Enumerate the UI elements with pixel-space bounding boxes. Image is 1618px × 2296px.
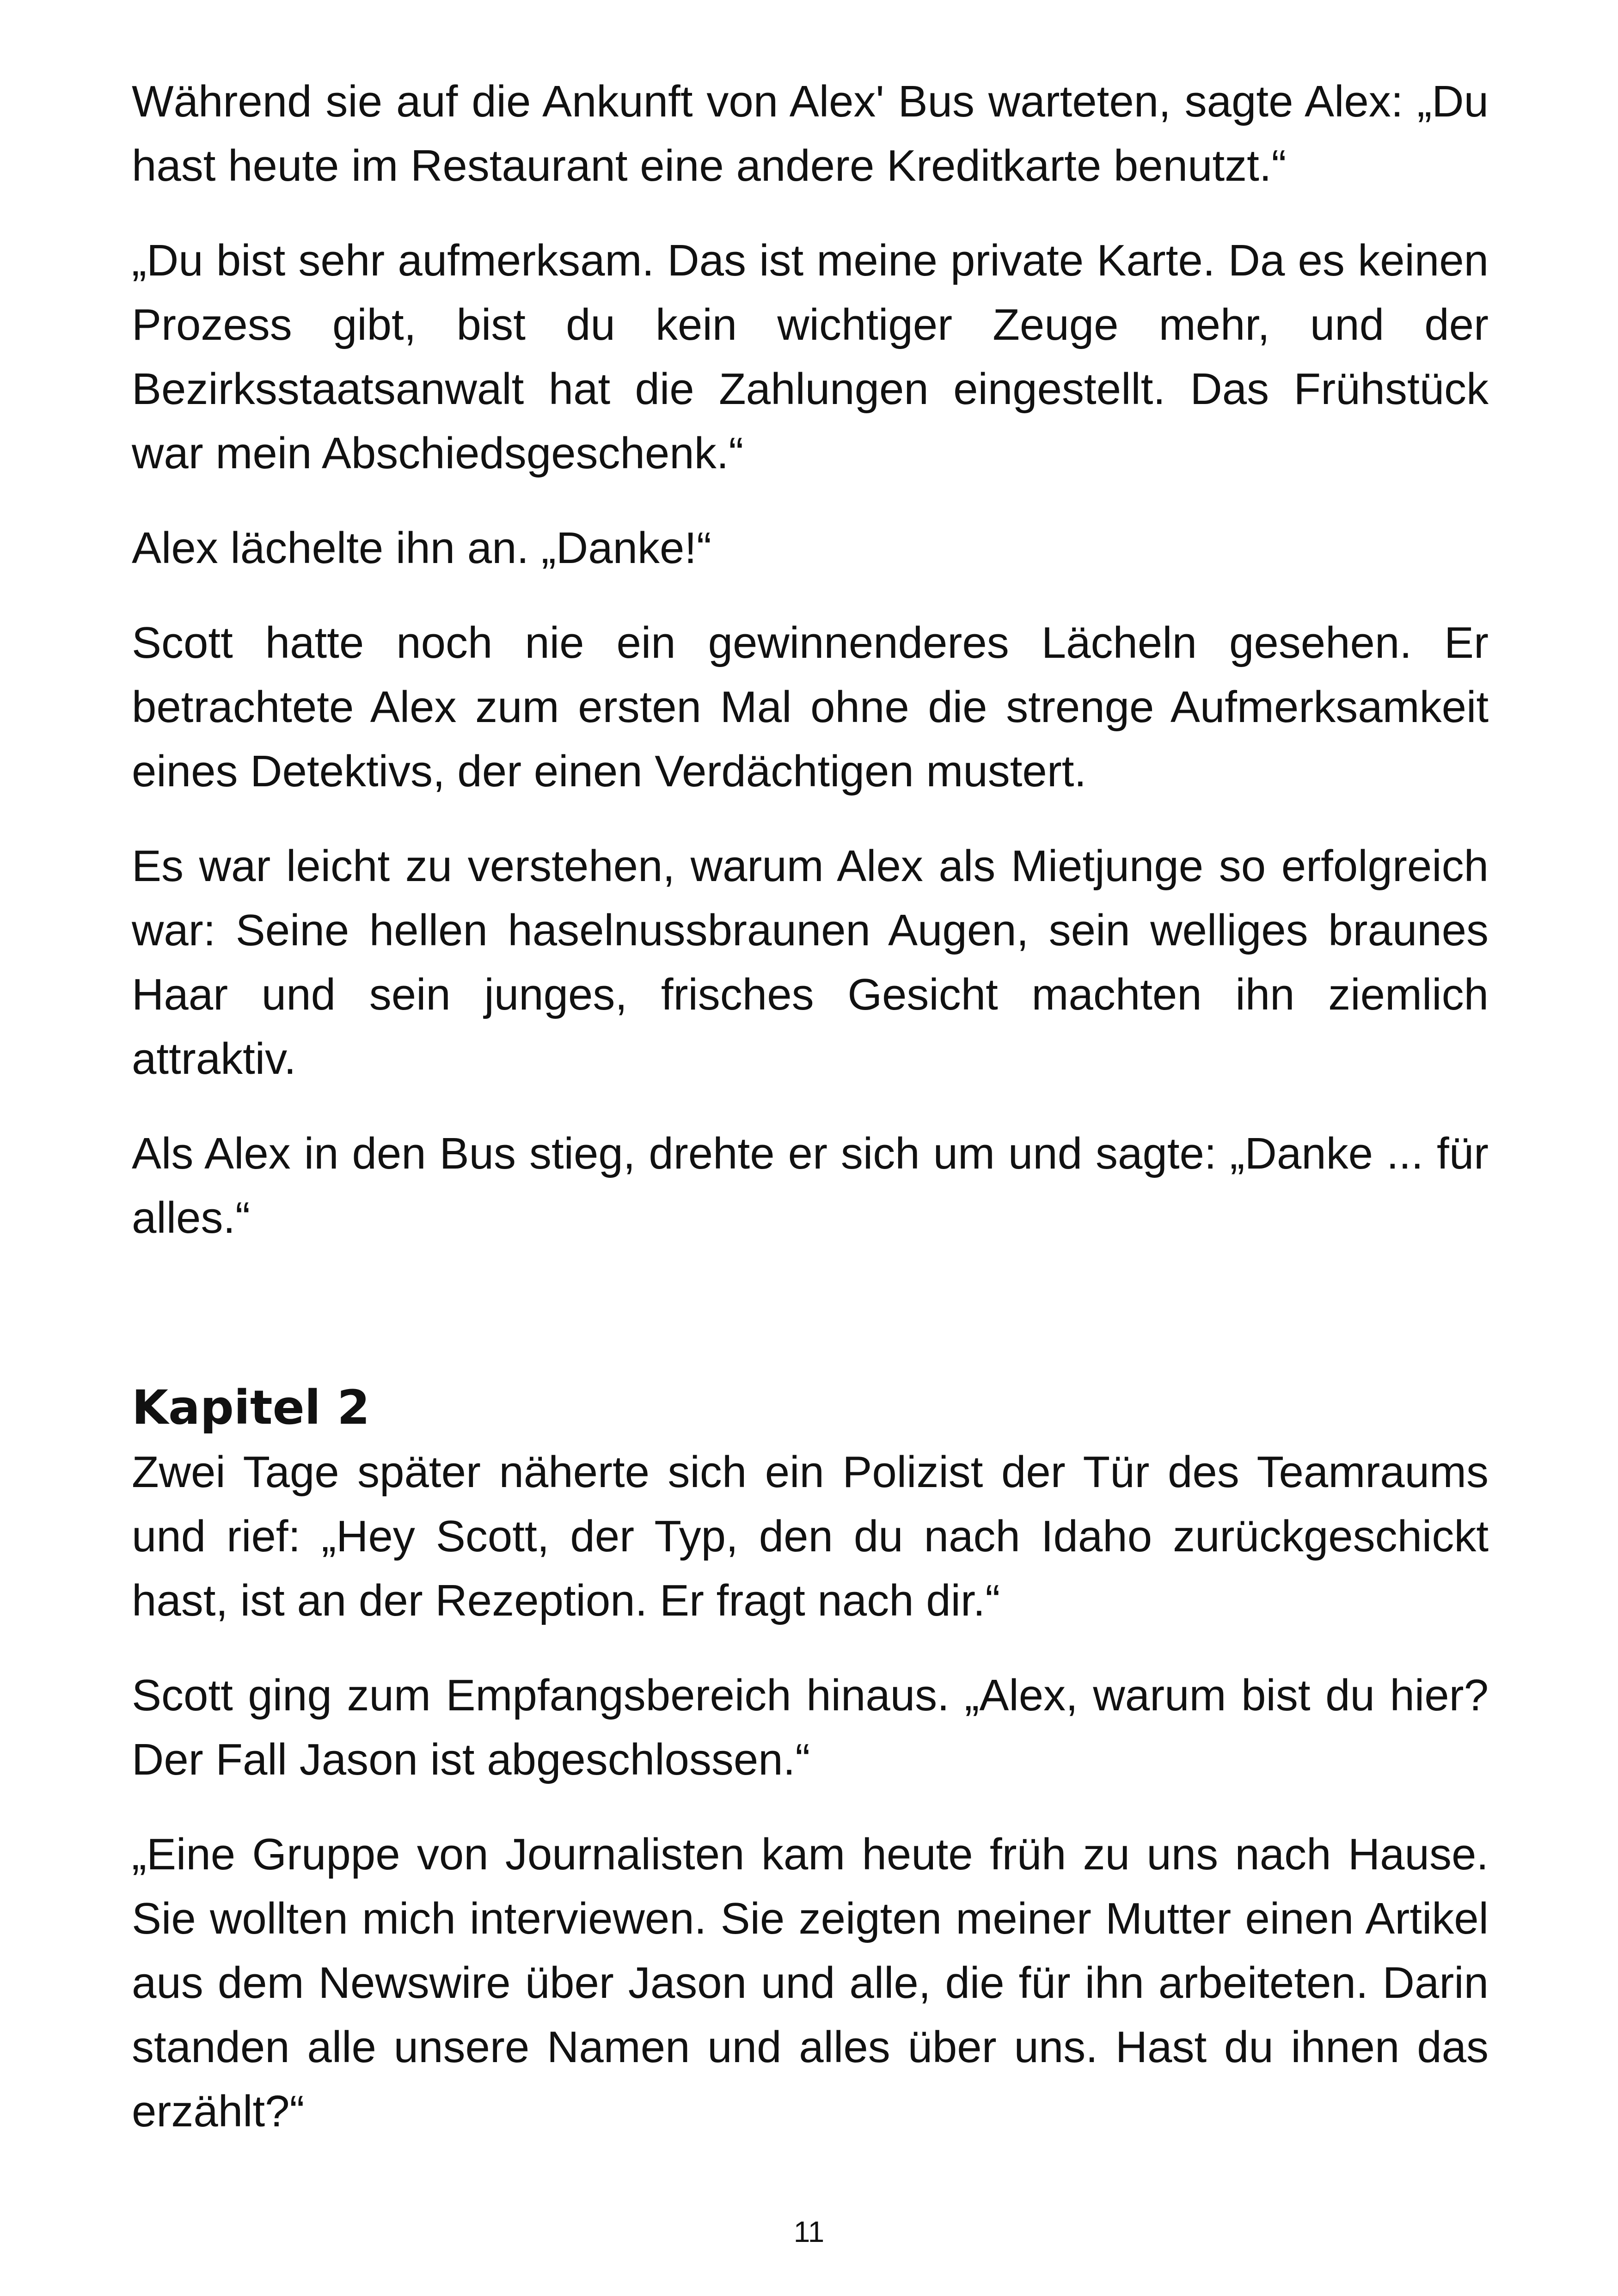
paragraph: Scott ging zum Empfangsbereich hinaus. „Alex, warum bist du hier? Der Fall Jason ist abgeschlossen.“ — [132, 1671, 1489, 1784]
chapter-heading: Kapitel 2 — [132, 1380, 370, 1435]
page-number: 11 — [793, 2215, 825, 2248]
paragraph: „Du bist sehr aufmerksam. Das ist meine private Karte. Da es keinen Prozess gibt, bist du kein wichtiger Zeuge mehr, und der Bezirksstaatsanwalt hat die Zahlungen eingestellt. Das Frühstück war mein Abschiedsgeschenk.“ — [132, 236, 1489, 478]
paragraph: Während sie auf die Ankunft von Alex' Bus warteten, sagte Alex: „Du hast heute im Restaurant eine andere Kreditkarte benutzt.“ — [132, 77, 1489, 190]
paragraph: „Eine Gruppe von Journalisten kam heute früh zu uns nach Hause. Sie wollten mich interviewen. Sie zeigten meiner Mutter einen Artikel aus dem Newswire über Jason und alle, die für ihn arbeiteten. Darin standen alle unsere Namen und alles über uns. Hast du ihnen das erzählt?“ — [132, 1830, 1489, 2136]
paragraph: Es war leicht zu verstehen, warum Alex als Mietjunge so erfolgreich war: Seine hellen haselnussbraunen Augen, sein welliges braunes Haar und sein junges, frisches Gesicht machten ihn ziemlich attraktiv. — [132, 841, 1489, 1084]
paragraph: Als Alex in den Bus stieg, drehte er sich um und sagte: „Danke ... für alles.“ — [132, 1129, 1489, 1243]
body-text — [132, 69, 1489, 2143]
paragraph: Scott hatte noch nie ein gewinnenderes Lächeln gesehen. Er betrachtete Alex zum ersten Mal ohne die strenge Aufmerksamkeit eines Detektivs, der einen Verdächtigen mustert. — [132, 618, 1489, 796]
paragraph: Alex lächelte ihn an. „Danke!“ — [132, 523, 711, 573]
paragraph: Zwei Tage später näherte sich ein Polizist der Tür des Teamraums und rief: „Hey Scott, der Typ, den du nach Idaho zurückgeschickt hast, ist an der Rezeption. Er fragt nach dir.“ — [132, 1447, 1489, 1625]
